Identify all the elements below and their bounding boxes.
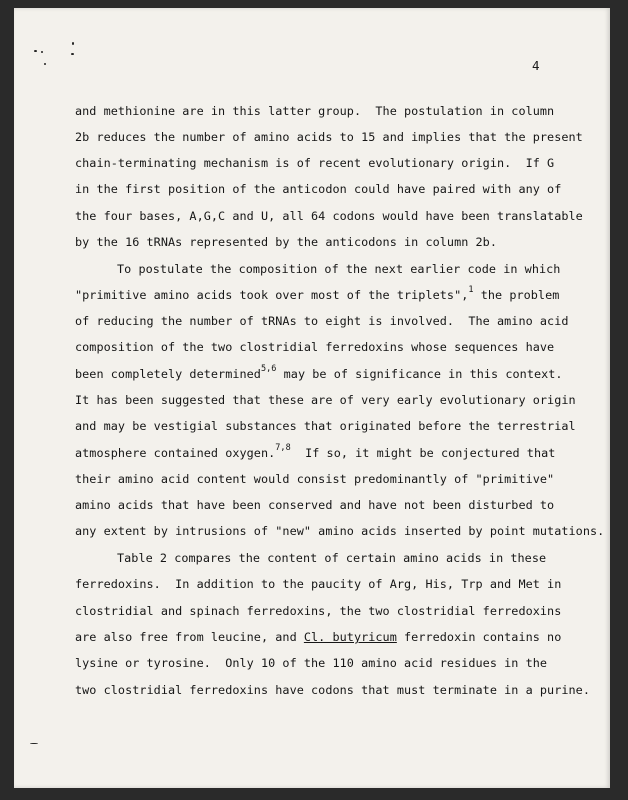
text-line: clostridial and spinach ferredoxins, the two clostridial ferredoxins	[75, 604, 562, 618]
text-line: the four bases, A,G,C and U, all 64 codons would have been translatable	[75, 209, 583, 223]
text-line: Table 2 compares the content of certain amino acids in these	[117, 551, 547, 565]
text-line: composition of the two clostridial ferredoxins whose sequences have	[75, 340, 555, 354]
text-line: in the first position of the anticodon could have paired with any of	[75, 182, 562, 196]
ink-speck	[30, 743, 38, 744]
page-number: 4	[532, 58, 540, 73]
text-line: two clostridial ferredoxins have codons that must terminate in a purine.	[75, 683, 590, 697]
text-line: any extent by intrusions of "new" amino acids inserted by point mutations.	[75, 524, 605, 538]
text-line: and may be vestigial substances that originated before the terrestrial	[75, 419, 576, 433]
text-line: lysine or tyrosine. Only 10 of the 110 amino acid residues in the	[75, 656, 548, 670]
reference-superscript: 7,8	[275, 443, 291, 453]
ink-speck	[44, 63, 46, 65]
text-segment: atmosphere contained oxygen.	[75, 446, 276, 460]
text-segment: may be of significance in this context.	[276, 367, 563, 381]
text-segment: If so, it might be conjectured that	[290, 446, 556, 460]
ink-speck	[34, 50, 37, 52]
text-line: To postulate the composition of the next earlier code in which	[117, 262, 561, 276]
text-line: It has been suggested that these are of very early evolutionary origin	[75, 393, 576, 407]
ink-speck	[41, 51, 43, 53]
text-segment: are also free from leucine, and	[75, 630, 304, 644]
text-line	[75, 364, 563, 381]
reference-superscript: 5,6	[260, 364, 277, 374]
text-line: 2b reduces the number of amino acids to 15 and implies that the present	[75, 130, 583, 144]
ink-speck	[72, 42, 74, 45]
reference-superscript: 1	[468, 285, 474, 295]
text-line: by the 16 tRNAs represented by the anticodons in column 2b.	[75, 235, 497, 249]
text-line: amino acids that have been conserved and have not been disturbed to	[75, 498, 555, 512]
text-line	[75, 285, 560, 302]
text-segment: "primitive amino acids took over most of the triplets",	[75, 288, 469, 302]
text-line	[75, 630, 561, 644]
ink-speck	[71, 53, 74, 55]
text-segment: ferredoxin contains no	[396, 630, 562, 644]
text-line: and methionine are in this latter group. The postulation in column	[75, 104, 555, 118]
underlined-species-name: Cl. butyricum	[303, 630, 397, 644]
text-segment: the problem	[473, 288, 560, 302]
text-line: chain-terminating mechanism is of recent evolutionary origin. If G	[75, 156, 555, 170]
text-line: their amino acid content would consist predominantly of "primitive"	[75, 472, 555, 486]
text-line: ferredoxins. In addition to the paucity of Arg, His, Trp and Met in	[75, 577, 562, 591]
text-line: of reducing the number of tRNAs to eight is involved. The amino acid	[75, 314, 569, 328]
text-segment: been completely determined	[75, 367, 261, 381]
text-line	[75, 443, 556, 460]
